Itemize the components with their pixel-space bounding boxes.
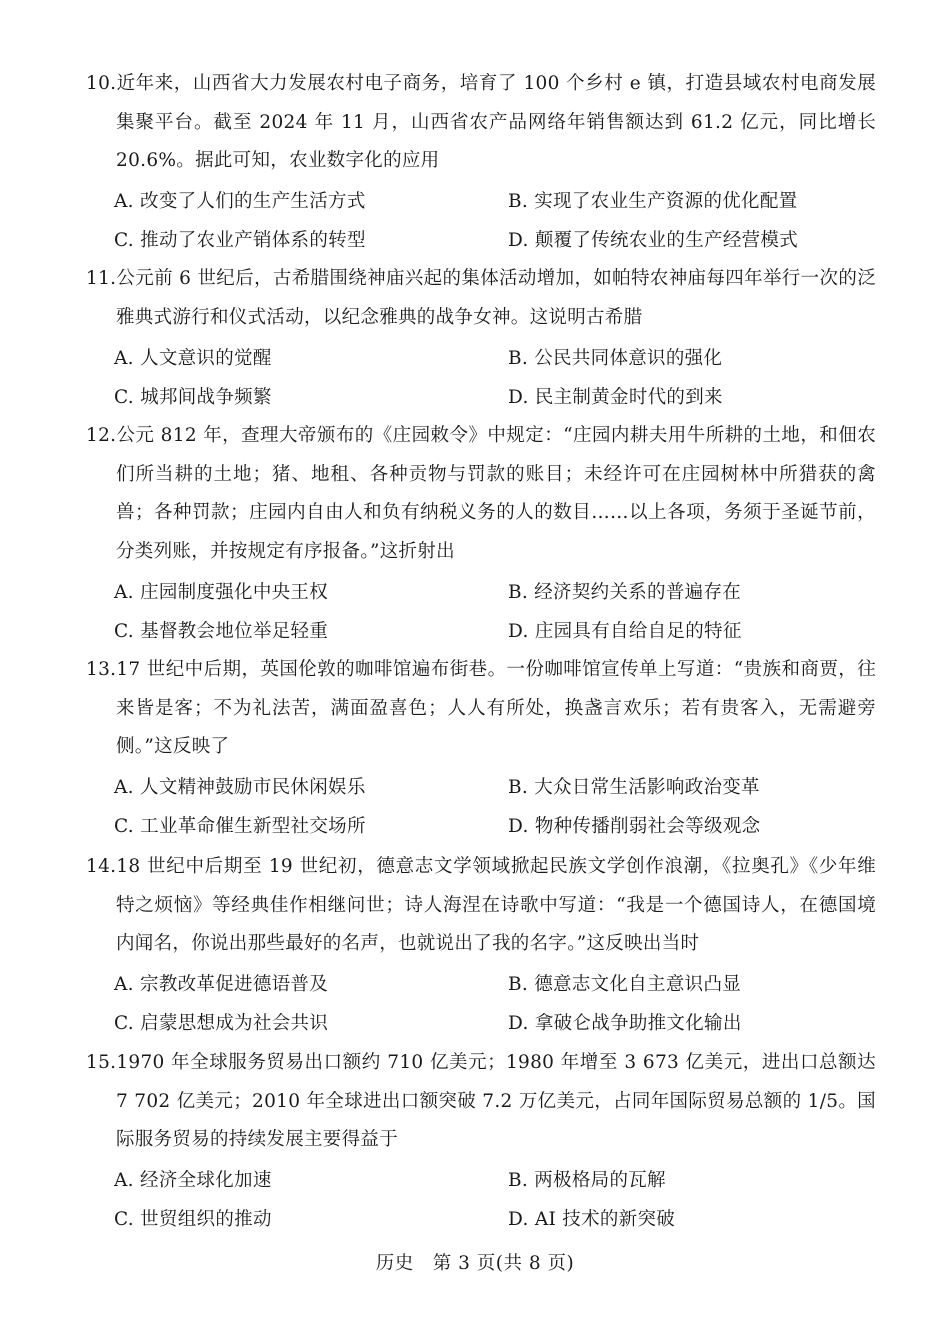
question-number: 10. [86,73,117,94]
option-a: A. 改变了人们的生产生活方式 [114,191,366,212]
question-text: 近年来，山西省大力发展农村电子商务，培育了 100 个乡村 e 镇，打造县域农村电商发展集聚平台。截至 2024 年 11 月，山西省农产品网络年销售额达到 61.2 亿元，同比增长 20.6%。据此可知，农业数字化的应用 [116,73,876,171]
option-b: B. 实现了农业生产资源的优化配置 [508,191,798,212]
question-stem [86,65,876,181]
question-15 [86,1044,876,1238]
question-10 [86,65,876,259]
option-a: A. 人文意识的觉醒 [114,347,272,369]
option-a: A. 庄园制度强化中央王权 [114,581,329,603]
option-d: D. 颠覆了传统农业的生产经营模式 [508,230,799,251]
question-stem [86,417,876,571]
question-14 [86,848,876,1042]
option-a: A. 人文精神鼓励市民休闲娱乐 [114,777,366,798]
question-text: 公元前 6 世纪后，古希腊围绕神庙兴起的集体活动增加，如帕特农神庙每四年举行一次的泛雅典式游行和仪式活动，以纪念雅典的战争女神。这说明古希腊 [116,268,876,328]
options [86,571,876,649]
page-footer: 历史 第 3 页(共 8 页) [375,1253,575,1274]
question-text: 1970 年全球服务贸易出口额约 710 亿美元；1980 年增至 3 673 亿美元，进出口总额达 7 702 亿美元；2010 年全球进出口额突破 7.2 万亿美元，占同年国际贸易总额的 1/5。国际服务贸易的持续发展主要得益于 [116,1052,876,1150]
option-c: C. 基督教会地位举足轻重 [114,620,329,642]
option-d: D. AI 技术的新突破 [508,1209,676,1230]
option-b: B. 大众日常生活影响政治变革 [508,777,760,798]
option-b: B. 公民共同体意识的强化 [508,347,723,369]
options [86,1160,876,1238]
option-b: B. 德意志文化自主意识凸显 [508,974,742,995]
option-d: D. 庄园具有自给自足的特征 [508,620,742,642]
options [86,767,876,845]
question-stem [86,260,876,337]
option-c: C. 推动了农业产销体系的转型 [114,230,366,251]
question-number: 13. [86,659,117,680]
question-text: 17 世纪中后期，英国伦敦的咖啡馆遍布街巷。一份咖啡馆宣传单上写道：“贵族和商贾，往来皆是客；不为礼法苦，满面盈喜色；人人有所处，换盏言欢乐；若有贵客入，无需避旁侧。”这反映了 [116,659,876,757]
option-d: D. 拿破仑战争助推文化输出 [508,1013,742,1034]
question-number: 14. [86,856,117,877]
option-c: C. 工业革命催生新型社交场所 [114,816,366,837]
options [86,337,876,415]
question-12 [86,417,876,649]
option-d: D. 物种传播削弱社会等级观念 [508,816,761,837]
question-text: 公元 812 年，查理大帝颁布的《庄园敕令》中规定：“庄园内耕夫用牛所耕的土地，和佃农们所当耕的土地；猪、地租、各种贡物与罚款的账目；未经许可在庄园树林中所猎获的禽兽；各种罚款；庄园内自由人和负有纳税义务的人的数目……以上各项，务须于圣诞节前，分类列账，并按规定有序报备。”这折射出 [116,425,876,562]
options [86,181,876,259]
options [86,964,876,1042]
option-c: C. 启蒙思想成为社会共识 [114,1013,329,1034]
option-a: A. 宗教改革促进德语普及 [114,974,329,995]
question-13 [86,651,876,845]
question-text: 18 世纪中后期至 19 世纪初，德意志文学领域掀起民族文学创作浪潮，《拉奥孔》《少年维特之烦恼》等经典佳作相继问世；诗人海涅在诗歌中写道：“我是一个德国诗人，在德国境内闻名，你说出那些最好的名声，也就说出了我的名字。”这反映出当时 [116,856,876,954]
question-stem [86,848,876,964]
question-number: 15. [86,1052,117,1073]
option-c: C. 世贸组织的推动 [114,1209,272,1230]
option-a: A. 经济全球化加速 [114,1170,272,1191]
question-11 [86,260,876,415]
question-stem [86,1044,876,1160]
question-number: 11. [86,268,117,289]
option-c: C. 城邦间战争频繁 [114,386,272,408]
question-number: 12. [86,425,117,446]
option-b: B. 两极格局的瓦解 [508,1170,666,1191]
option-d: D. 民主制黄金时代的到来 [508,386,723,408]
option-b: B. 经济契约关系的普遍存在 [508,581,742,603]
question-stem [86,651,876,767]
